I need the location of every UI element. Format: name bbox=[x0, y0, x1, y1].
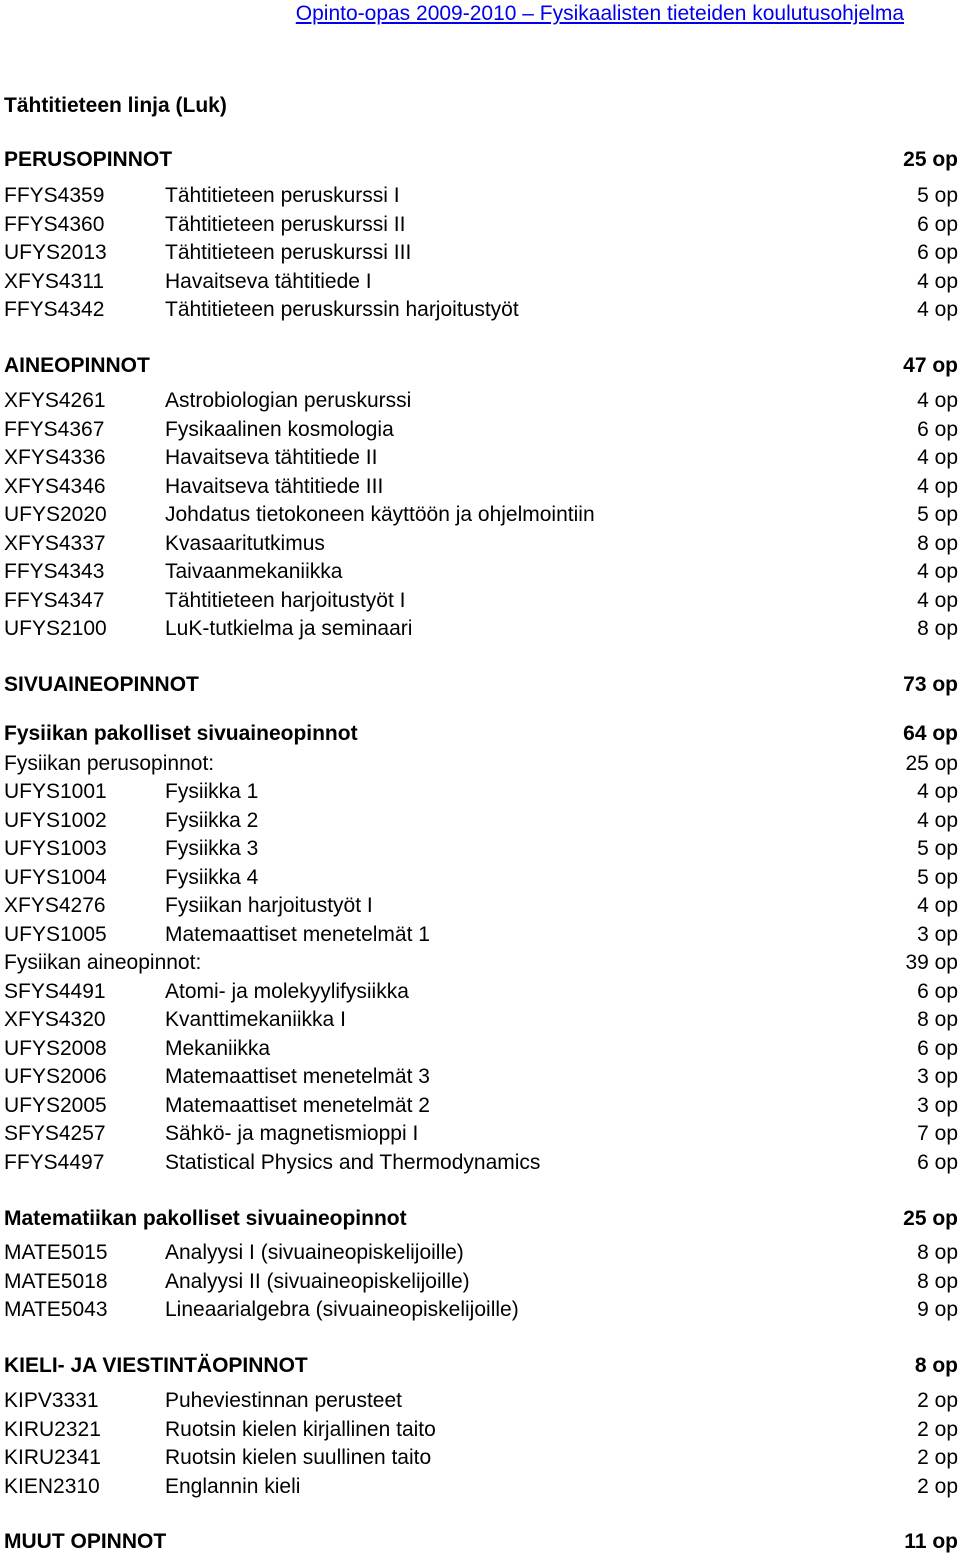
course-name: Kvanttimekaniikka I bbox=[165, 1008, 346, 1031]
course-code: UFYS1003 bbox=[4, 837, 107, 860]
course-credits: 2 op bbox=[917, 1446, 958, 1469]
course-row bbox=[4, 501, 958, 529]
course-credits: 2 op bbox=[917, 1418, 958, 1441]
group-label: Fysiikan aineopinnot: bbox=[4, 951, 202, 974]
course-name: Havaitseva tähtitiede III bbox=[165, 475, 384, 498]
course-name: Fysiikka 3 bbox=[165, 837, 259, 860]
course-name: Analyysi I (sivuaineopiskelijoille) bbox=[165, 1241, 464, 1264]
course-row bbox=[4, 1387, 958, 1415]
course-credits: 4 op bbox=[917, 809, 958, 832]
course-code: UFYS1004 bbox=[4, 866, 107, 889]
course-credits: 8 op bbox=[917, 1008, 958, 1031]
course-row bbox=[4, 530, 958, 558]
course-code: FFYS4497 bbox=[4, 1151, 105, 1174]
course-credits: 6 op bbox=[917, 213, 958, 236]
course-name: Fysiikka 2 bbox=[165, 809, 259, 832]
course-row bbox=[4, 1149, 958, 1177]
course-name: Tähtitieteen harjoitustyöt I bbox=[165, 589, 406, 612]
section-credits: 8 op bbox=[914, 1354, 958, 1377]
course-credits: 4 op bbox=[917, 560, 958, 583]
course-row bbox=[4, 387, 958, 415]
section-title: SIVUAINEOPINNOT bbox=[4, 673, 199, 696]
course-row bbox=[4, 444, 958, 472]
course-code: FFYS4342 bbox=[4, 298, 105, 321]
course-credits: 7 op bbox=[917, 1122, 958, 1145]
section-credits: 73 op bbox=[903, 673, 958, 696]
course-name: Puheviestinnan perusteet bbox=[165, 1389, 402, 1412]
course-credits: 8 op bbox=[917, 532, 958, 555]
course-code: UFYS1001 bbox=[4, 780, 107, 803]
course-name: Havaitseva tähtitiede I bbox=[165, 270, 372, 293]
course-name: Atomi- ja molekyylifysiikka bbox=[165, 980, 409, 1003]
course-code: UFYS2008 bbox=[4, 1037, 107, 1060]
course-row bbox=[4, 921, 958, 949]
course-row bbox=[4, 1296, 958, 1324]
section-heading-perusopinnot bbox=[4, 146, 958, 174]
section-heading-kieli bbox=[4, 1352, 958, 1380]
course-credits: 6 op bbox=[917, 1151, 958, 1174]
course-credits: 6 op bbox=[917, 1037, 958, 1060]
course-name: Fysiikka 1 bbox=[165, 780, 259, 803]
course-code: FFYS4367 bbox=[4, 418, 105, 441]
course-row bbox=[4, 558, 958, 586]
course-code: SFYS4257 bbox=[4, 1122, 106, 1145]
course-row bbox=[4, 807, 958, 835]
section-credits: 47 op bbox=[903, 354, 958, 377]
course-credits: 4 op bbox=[917, 475, 958, 498]
course-code: UFYS1002 bbox=[4, 809, 107, 832]
course-name: Fysiikka 4 bbox=[165, 866, 259, 889]
course-code: KIRU2321 bbox=[4, 1418, 101, 1441]
course-name: Tähtitieteen peruskurssin harjoitustyöt bbox=[165, 298, 519, 321]
course-code: UFYS1005 bbox=[4, 923, 107, 946]
course-row bbox=[4, 1035, 958, 1063]
course-credits: 8 op bbox=[917, 1241, 958, 1264]
course-credits: 3 op bbox=[917, 1065, 958, 1088]
course-name: Mekaniikka bbox=[165, 1037, 271, 1060]
course-credits: 8 op bbox=[917, 617, 958, 640]
course-code: XFYS4346 bbox=[4, 475, 106, 498]
course-row bbox=[4, 615, 958, 643]
course-credits: 4 op bbox=[917, 270, 958, 293]
course-name: Ruotsin kielen suullinen taito bbox=[165, 1446, 432, 1469]
course-row bbox=[4, 1268, 958, 1296]
course-row bbox=[4, 182, 958, 210]
course-row bbox=[4, 1473, 958, 1501]
course-credits: 3 op bbox=[917, 1094, 958, 1117]
course-code: MATE5043 bbox=[4, 1298, 108, 1321]
course-name: Ruotsin kielen kirjallinen taito bbox=[165, 1418, 436, 1441]
course-name: Tähtitieteen peruskurssi II bbox=[165, 213, 406, 236]
course-row bbox=[4, 1006, 958, 1034]
course-row bbox=[4, 1120, 958, 1148]
course-code: XFYS4311 bbox=[4, 270, 105, 293]
course-credits: 5 op bbox=[917, 866, 958, 889]
group-label-row bbox=[4, 949, 958, 977]
course-code: MATE5018 bbox=[4, 1270, 108, 1293]
course-name: Statistical Physics and Thermodynamics bbox=[165, 1151, 541, 1174]
group-credits: 39 op bbox=[905, 951, 958, 974]
course-credits: 6 op bbox=[917, 241, 958, 264]
course-credits: 6 op bbox=[917, 418, 958, 441]
section-credits: 11 op bbox=[904, 1530, 958, 1553]
subsection-title: Matematiikan pakolliset sivuaineopinnot bbox=[4, 1207, 407, 1230]
running-header-link[interactable]: Opinto-opas 2009-2010 – Fysikaalisten tieteiden koulutusohjelma bbox=[295, 2, 904, 25]
subsection-heading-fysiikka bbox=[4, 720, 958, 748]
course-credits: 4 op bbox=[917, 589, 958, 612]
course-name: Matemaattiset menetelmät 1 bbox=[165, 923, 430, 946]
course-credits: 9 op bbox=[917, 1298, 958, 1321]
course-name: Analyysi II (sivuaineopiskelijoille) bbox=[165, 1270, 470, 1293]
subsection-credits: 64 op bbox=[903, 722, 958, 745]
course-name: Fysikaalinen kosmologia bbox=[165, 418, 394, 441]
course-row bbox=[4, 835, 958, 863]
course-credits: 4 op bbox=[917, 780, 958, 803]
course-code: XFYS4337 bbox=[4, 532, 106, 555]
course-code: XFYS4320 bbox=[4, 1008, 106, 1031]
course-row bbox=[4, 296, 958, 324]
course-row bbox=[4, 473, 958, 501]
course-credits: 5 op bbox=[917, 184, 958, 207]
course-row bbox=[4, 268, 958, 296]
course-name: Havaitseva tähtitiede II bbox=[165, 446, 378, 469]
course-row bbox=[4, 1444, 958, 1472]
course-code: FFYS4359 bbox=[4, 184, 105, 207]
course-code: KIPV3331 bbox=[4, 1389, 99, 1412]
course-code: UFYS2013 bbox=[4, 241, 107, 264]
course-credits: 5 op bbox=[917, 837, 958, 860]
course-name: Matemaattiset menetelmät 2 bbox=[165, 1094, 430, 1117]
course-credits: 6 op bbox=[917, 980, 958, 1003]
section-title: MUUT OPINNOT bbox=[4, 1530, 167, 1553]
section-title: PERUSOPINNOT bbox=[4, 148, 173, 171]
course-credits: 2 op bbox=[917, 1389, 958, 1412]
course-code: MATE5015 bbox=[4, 1241, 108, 1264]
course-row bbox=[4, 778, 958, 806]
course-credits: 3 op bbox=[917, 923, 958, 946]
course-row bbox=[4, 1092, 958, 1120]
course-row bbox=[4, 416, 958, 444]
course-name: Taivaanmekaniikka bbox=[165, 560, 343, 583]
page-title: Tähtitieteen linja (Luk) bbox=[4, 94, 227, 117]
course-row bbox=[4, 864, 958, 892]
course-row bbox=[4, 1416, 958, 1444]
subsection-heading-matematiikka bbox=[4, 1205, 958, 1233]
course-code: UFYS2005 bbox=[4, 1094, 107, 1117]
course-code: XFYS4336 bbox=[4, 446, 106, 469]
section-heading-aineopinnot bbox=[4, 352, 958, 380]
course-name: Tähtitieteen peruskurssi I bbox=[165, 184, 400, 207]
course-credits: 4 op bbox=[917, 389, 958, 412]
course-credits: 4 op bbox=[917, 446, 958, 469]
course-code: KIEN2310 bbox=[4, 1475, 100, 1498]
course-credits: 5 op bbox=[917, 503, 958, 526]
course-credits: 4 op bbox=[917, 894, 958, 917]
course-name: Sähkö- ja magnetismioppi I bbox=[165, 1122, 419, 1145]
course-row bbox=[4, 1063, 958, 1091]
course-name: Johdatus tietokoneen käyttöön ja ohjelmointiin bbox=[165, 503, 595, 526]
group-label-row bbox=[4, 750, 958, 778]
group-credits: 25 op bbox=[905, 752, 958, 775]
course-name: Astrobiologian peruskurssi bbox=[165, 389, 412, 412]
section-heading-sivuaineopinnot bbox=[4, 671, 958, 699]
subsection-title: Fysiikan pakolliset sivuaineopinnot bbox=[4, 722, 358, 745]
course-code: UFYS2020 bbox=[4, 503, 107, 526]
course-row bbox=[4, 587, 958, 615]
course-credits: 2 op bbox=[917, 1475, 958, 1498]
course-code: FFYS4343 bbox=[4, 560, 105, 583]
course-code: XFYS4276 bbox=[4, 894, 106, 917]
course-code: KIRU2341 bbox=[4, 1446, 101, 1469]
course-code: SFYS4491 bbox=[4, 980, 106, 1003]
section-title: AINEOPINNOT bbox=[4, 354, 150, 377]
course-code: FFYS4360 bbox=[4, 213, 105, 236]
course-code: XFYS4261 bbox=[4, 389, 106, 412]
section-heading-muut bbox=[4, 1528, 958, 1556]
course-name: LuK-tutkielma ja seminaari bbox=[165, 617, 413, 640]
section-credits: 25 op bbox=[903, 148, 958, 171]
course-name: Englannin kieli bbox=[165, 1475, 301, 1498]
course-name: Kvasaaritutkimus bbox=[165, 532, 325, 555]
course-name: Tähtitieteen peruskurssi III bbox=[165, 241, 412, 264]
course-row bbox=[4, 1239, 958, 1267]
subsection-credits: 25 op bbox=[903, 1207, 958, 1230]
course-code: UFYS2100 bbox=[4, 617, 107, 640]
course-row bbox=[4, 239, 958, 267]
course-code: UFYS2006 bbox=[4, 1065, 107, 1088]
group-label: Fysiikan perusopinnot: bbox=[4, 752, 215, 775]
course-name: Matemaattiset menetelmät 3 bbox=[165, 1065, 430, 1088]
course-name: Lineaarialgebra (sivuaineopiskelijoille) bbox=[165, 1298, 519, 1321]
section-title: KIELI- JA VIESTINTÄOPINNOT bbox=[4, 1354, 308, 1377]
course-credits: 8 op bbox=[917, 1270, 958, 1293]
course-row bbox=[4, 211, 958, 239]
course-code: FFYS4347 bbox=[4, 589, 105, 612]
course-row bbox=[4, 978, 958, 1006]
course-name: Fysiikan harjoitustyöt I bbox=[165, 894, 373, 917]
course-credits: 4 op bbox=[917, 298, 958, 321]
course-row bbox=[4, 892, 958, 920]
